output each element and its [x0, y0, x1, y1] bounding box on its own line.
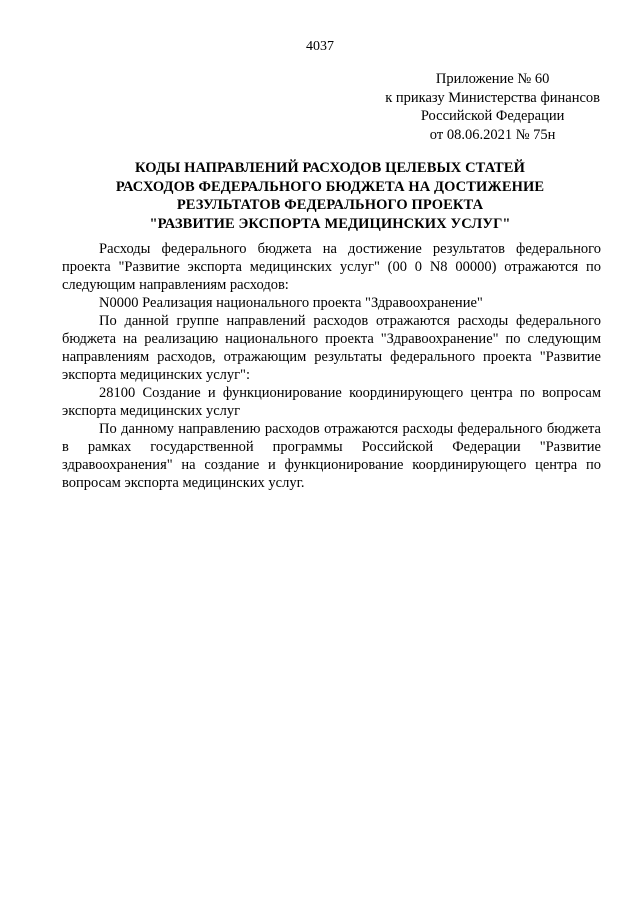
paragraph-intro: Расходы федерального бюджета на достижение результатов федерального проекта "Развитие экспорта медицинских услуг" (00 0 N8 00000) отражаются по следующим направлениям расходов:	[62, 241, 601, 293]
appendix-number: Приложение № 60	[435, 71, 550, 87]
document-title	[60, 159, 600, 233]
page-number: 4037	[306, 39, 334, 54]
title-line-3: РЕЗУЛЬТАТОВ ФЕДЕРАЛЬНОГО ПРОЕКТА	[176, 197, 484, 213]
title-line-1: КОДЫ НАПРАВЛЕНИЙ РАСХОДОВ ЦЕЛЕВЫХ СТАТЕЙ	[135, 160, 525, 176]
appendix-date: от 08.06.2021 № 75н	[429, 126, 556, 143]
paragraph-code-n0000: N0000 Реализация национального проекта "Здравоохранение"	[99, 295, 483, 311]
appendix-order: к приказу Министерства финансов	[385, 89, 600, 106]
appendix-country: Российской Федерации	[420, 108, 565, 124]
document-body	[62, 240, 601, 492]
paragraph-code-28100: 28100 Создание и функционирование координирующего центра по вопросам экспорта медицинских услуг	[62, 385, 601, 419]
appendix-reference	[385, 70, 600, 144]
title-line-2: РАСХОДОВ ФЕДЕРАЛЬНОГО БЮДЖЕТА НА ДОСТИЖЕНИЕ	[115, 178, 545, 195]
paragraph-group-description: По данной группе направлений расходов отражаются расходы федерального бюджета на реализацию национального проекта "Здравоохранение" по следующим направлениям расходов, отражающим результаты федерального проекта "Развитие экспорта медицинских услуг":	[62, 313, 601, 383]
paragraph-direction-description: По данному направлению расходов отражаются расходы федерального бюджета в рамках государственной программы Российской Федерации "Развитие здравоохранения" на создание и функционирование координирующего центра по вопросам экспорта медицинских услуг.	[62, 421, 601, 491]
title-line-4: "РАЗВИТИЕ ЭКСПОРТА МЕДИЦИНСКИХ УСЛУГ"	[149, 215, 511, 232]
